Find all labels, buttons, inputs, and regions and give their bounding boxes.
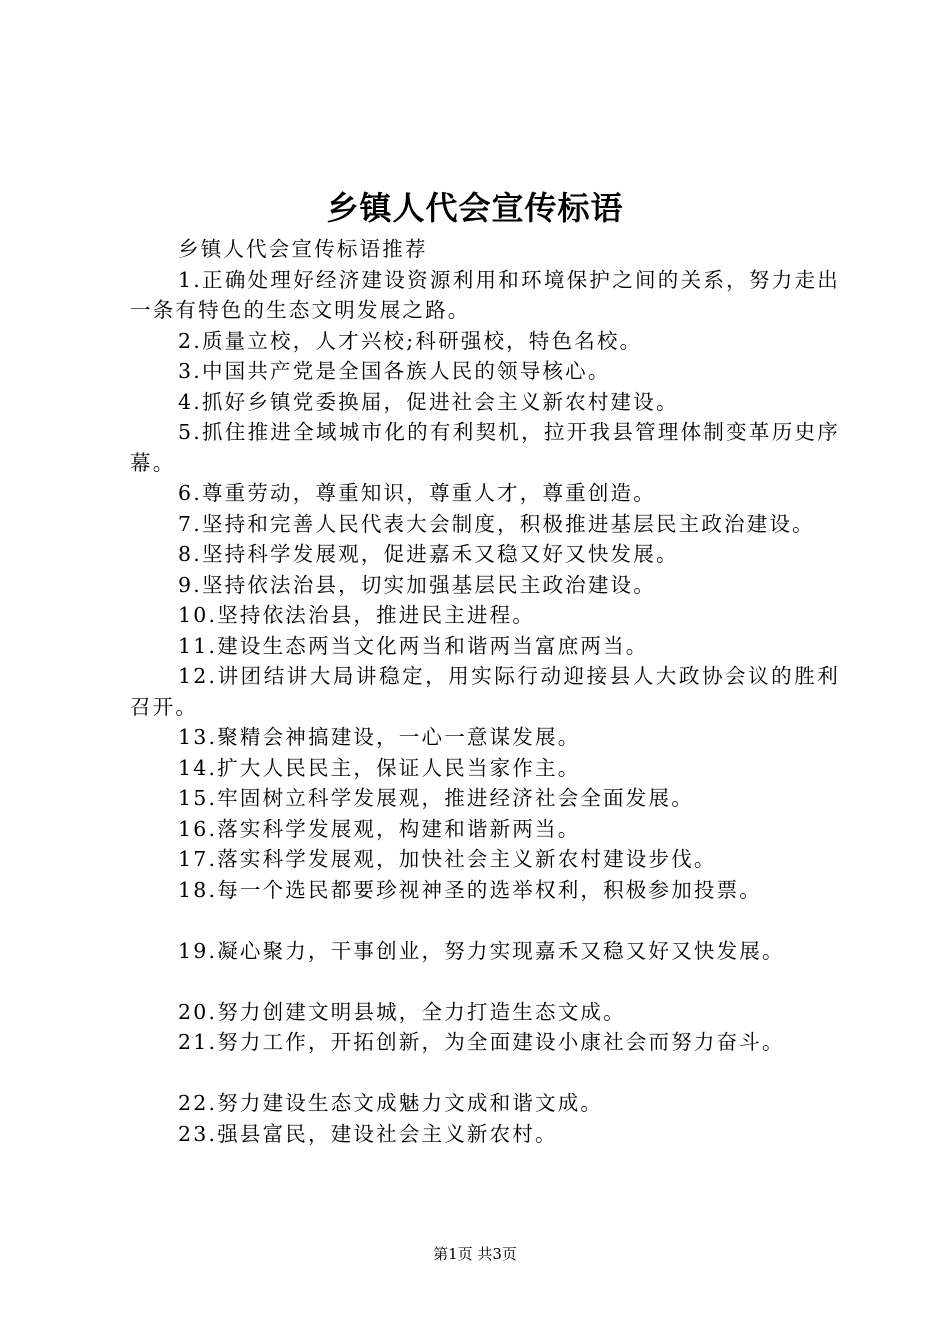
slogan-item-7: 7.坚持和完善人民代表大会制度，积极推进基层民主政治建设。 xyxy=(178,511,815,536)
slogan-item-19: 19.凝心聚力，干事创业，努力实现嘉禾又稳又好又快发展。 xyxy=(178,938,785,963)
slogan-item-2: 2.质量立校，人才兴校;科研强校，特色名校。 xyxy=(178,328,643,353)
slogan-item-13: 13.聚精会神搞建设，一心一意谋发展。 xyxy=(178,725,581,749)
slogan-item-23: 23.强县富民，建设社会主义新农村。 xyxy=(178,1121,558,1146)
slogan-item-21: 21.努力工作，开拓创新，为全面建设小康社会而努力奋斗。 xyxy=(178,1030,785,1054)
slogan-item-3: 3.中国共产党是全国各族人民的领导核心。 xyxy=(178,359,611,383)
slogan-item-16: 16.落实科学发展观，构建和谐新两当。 xyxy=(178,816,581,841)
slogan-item-8: 8.坚持科学发展观，促进嘉禾又稳又好又快发展。 xyxy=(178,542,679,566)
slogan-item-17: 17.落实科学发展观，加快社会主义新农村建设步伐。 xyxy=(178,847,717,871)
slogan-item-14: 14.扩大人民民主，保证人民当家作主。 xyxy=(178,755,581,780)
document-body xyxy=(130,234,840,1149)
slogan-item-22: 22.努力建设生态文成魅力文成和谐文成。 xyxy=(178,1091,604,1115)
slogan-item-5: 5.抓住推进全域城市化的有利契机，拉开我县管理体制变革历史序幕。 xyxy=(130,420,840,475)
slogan-item-15: 15.牢固树立科学发展观，推进经济社会全面发展。 xyxy=(178,786,694,810)
slogan-item-11: 11.建设生态两当文化两当和谐两当富庶两当。 xyxy=(178,633,649,658)
slogan-item-18: 18.每一个选民都要珍视神圣的选举权利，积极参加投票。 xyxy=(178,877,763,902)
slogan-item-9: 9.坚持依法治县，切实加强基层民主政治建设。 xyxy=(178,572,656,597)
slogan-item-4: 4.抓好乡镇党委换届，促进社会主义新农村建设。 xyxy=(178,389,679,414)
slogan-item-1: 1.正确处理好经济建设资源利用和环境保护之间的关系，努力走出一条有特色的生态文明发展之路。 xyxy=(130,267,840,322)
slogan-item-10: 10.坚持依法治县，推进民主进程。 xyxy=(178,603,536,627)
document-title: 乡镇人代会宣传标语 xyxy=(326,189,624,227)
slogan-item-12: 12.讲团结讲大局讲稳定，用实际行动迎接县人大政协会议的胜利召开。 xyxy=(130,664,840,719)
slogan-item-6: 6.尊重劳动，尊重知识，尊重人才，尊重创造。 xyxy=(178,481,656,505)
intro-line: 乡镇人代会宣传标语推荐 xyxy=(178,237,428,261)
page-footer: 第1页 共3页 xyxy=(433,1245,517,1263)
slogan-item-20: 20.努力创建文明县城，全力打造生态文成。 xyxy=(178,999,626,1024)
